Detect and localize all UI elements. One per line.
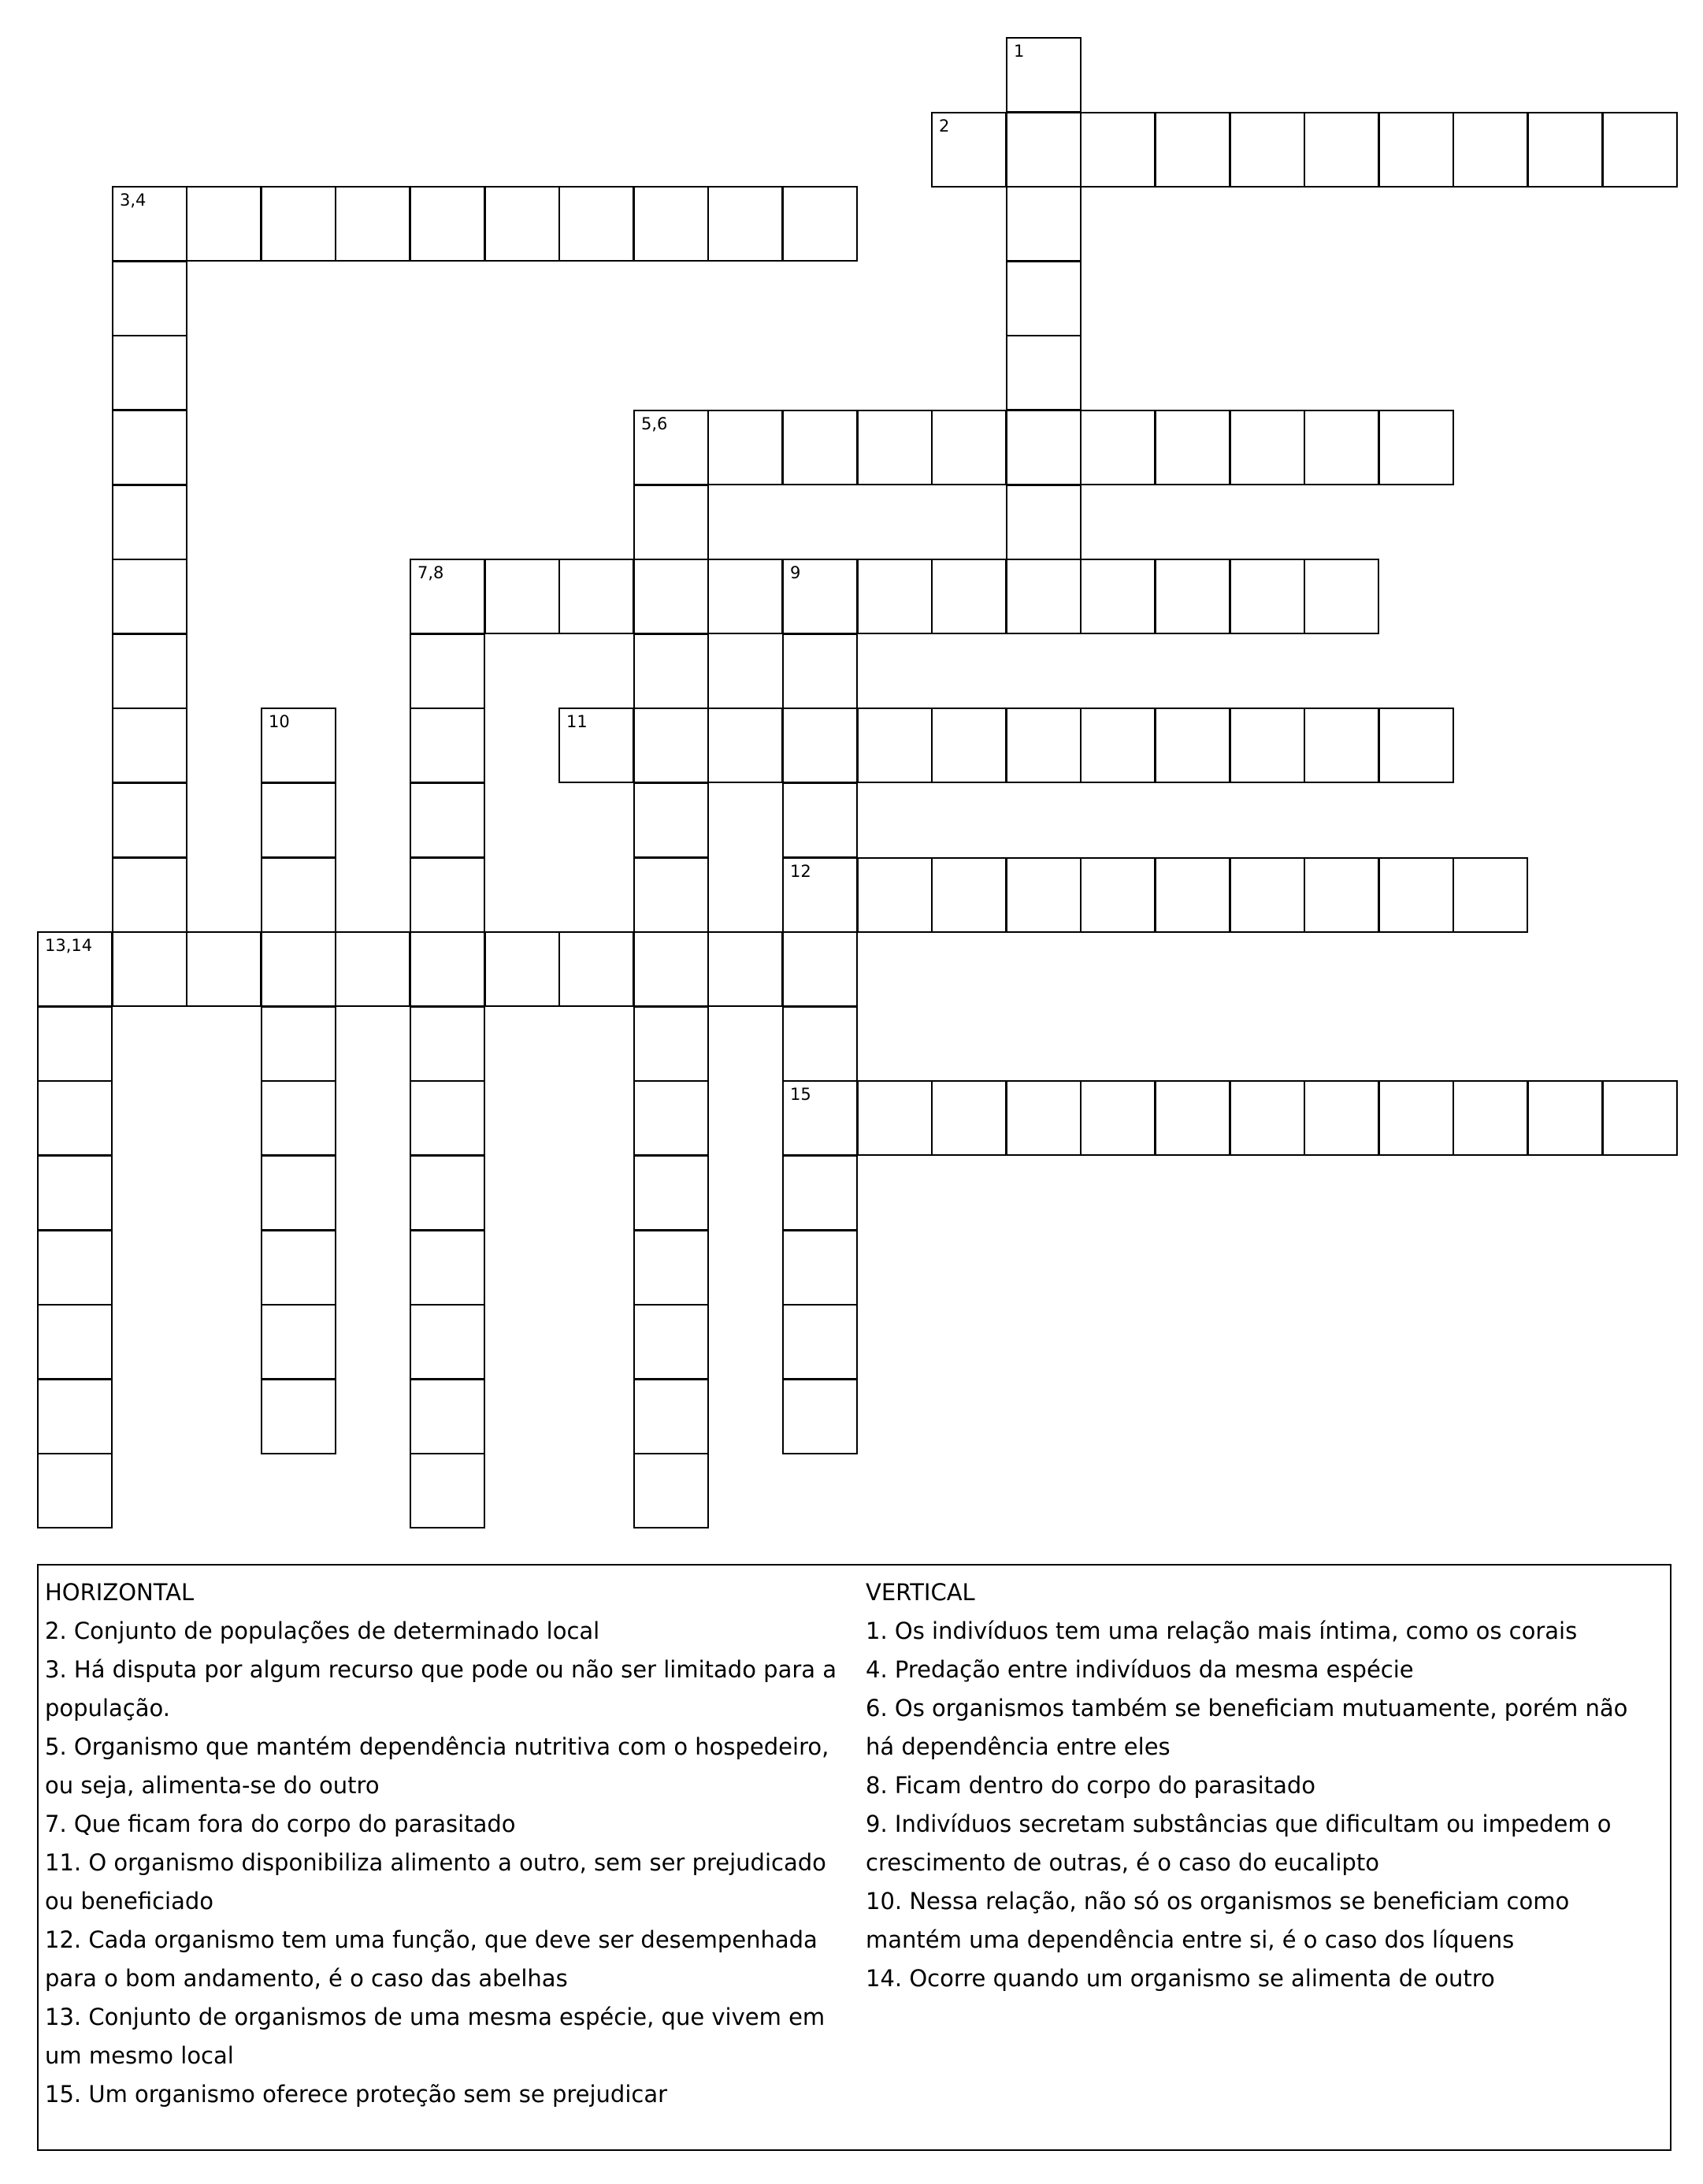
grid-cell[interactable] [782, 1006, 858, 1082]
grid-cell[interactable] [1006, 559, 1082, 634]
grid-cell[interactable] [1080, 112, 1156, 188]
clue-v-9: 9. Indivíduos secretam substâncias que dificultam ou impedem o crescimento de outras, é o caso do eucalipto [866, 1811, 1612, 1876]
clue-number: 11 [566, 712, 588, 731]
grid-cell[interactable] [558, 931, 634, 1007]
grid-cell[interactable] [931, 559, 1007, 634]
clue-number: 15 [790, 1085, 811, 1104]
grid-cell[interactable] [1080, 1080, 1156, 1156]
clue-number: 12 [790, 862, 811, 881]
grid-cell[interactable] [112, 931, 187, 1007]
grid-cell[interactable] [1378, 1080, 1454, 1156]
grid-cell[interactable] [484, 186, 560, 262]
grid-cell[interactable] [410, 1155, 485, 1231]
grid-cell[interactable] [931, 410, 1007, 485]
grid-cell[interactable] [186, 931, 262, 1007]
grid-cell[interactable] [1453, 1080, 1528, 1156]
grid-cell[interactable] [1080, 410, 1156, 485]
grid-cell[interactable] [410, 1453, 485, 1528]
clue-number: 5,6 [641, 414, 668, 433]
grid-cell[interactable] [1527, 112, 1603, 188]
grid-cell[interactable] [633, 1155, 709, 1231]
clue-h-13: 13. Conjunto de organismos de uma mesma espécie, que vivem em um mesmo local [45, 2004, 826, 2069]
grid-cell[interactable] [261, 1080, 336, 1156]
grid-cell[interactable] [782, 633, 858, 709]
grid-cell[interactable] [782, 186, 858, 262]
grid-cell[interactable] [410, 1379, 485, 1454]
grid-cell[interactable] [1453, 857, 1528, 933]
grid-cell[interactable] [1304, 857, 1379, 933]
grid-cell[interactable] [782, 857, 858, 933]
grid-cell[interactable] [410, 633, 485, 709]
horizontal-clues [45, 1573, 856, 2114]
grid-cell[interactable] [782, 1230, 858, 1306]
grid-cell[interactable] [37, 1453, 113, 1528]
grid-cell[interactable] [37, 1379, 113, 1454]
clue-v-8: 8. Ficam dentro do corpo do parasitado [866, 1772, 1315, 1799]
grid-cell[interactable] [707, 186, 783, 262]
grid-cell[interactable] [633, 559, 709, 634]
grid-cell[interactable] [484, 931, 560, 1007]
grid-cell[interactable] [37, 1230, 113, 1306]
clue-number: 10 [269, 712, 290, 731]
grid-cell[interactable] [1155, 857, 1230, 933]
clue-h-2: 2. Conjunto de populações de determinado local [45, 1618, 600, 1644]
clue-v-14: 14. Ocorre quando um organismo se alimenta de outro [866, 1965, 1495, 1992]
grid-cell[interactable] [37, 1155, 113, 1231]
grid-cell[interactable] [782, 1379, 858, 1454]
grid-cell[interactable] [558, 559, 634, 634]
grid-cell[interactable] [1006, 857, 1082, 933]
grid-cell[interactable] [37, 1006, 113, 1082]
grid-cell[interactable] [261, 708, 336, 783]
grid-cell[interactable] [633, 1006, 709, 1082]
grid-cell[interactable] [1155, 708, 1230, 783]
grid-cell[interactable] [782, 708, 858, 783]
grid-cell[interactable] [1378, 112, 1454, 188]
grid-cell[interactable] [410, 857, 485, 933]
grid-cell[interactable] [857, 857, 933, 933]
grid-cell[interactable] [1006, 112, 1082, 188]
grid-cell[interactable] [261, 857, 336, 933]
clue-v-1: 1. Os indivíduos tem uma relação mais íntima, como os corais [866, 1618, 1578, 1644]
grid-cell[interactable] [857, 1080, 933, 1156]
grid-cell[interactable] [112, 633, 187, 709]
clue-number: 13,14 [45, 936, 93, 955]
grid-cell[interactable] [1230, 708, 1305, 783]
grid-cell[interactable] [261, 1304, 336, 1380]
grid-cell[interactable] [1230, 112, 1305, 188]
grid-cell[interactable] [857, 559, 933, 634]
clue-number: 7,8 [417, 563, 444, 582]
grid-cell[interactable] [633, 1304, 709, 1380]
clue-h-11: 11. O organismo disponibiliza alimento a outro, sem ser prejudicado ou beneficiado [45, 1849, 826, 1915]
grid-cell[interactable] [261, 1155, 336, 1231]
grid-cell[interactable] [410, 708, 485, 783]
clue-number: 1 [1014, 42, 1025, 61]
clue-v-10: 10. Nessa relação, não só os organismos se beneficiam como mantém uma dependência entre si, é o caso dos líquens [866, 1888, 1570, 1953]
grid-cell[interactable] [931, 708, 1007, 783]
grid-cell[interactable] [1080, 857, 1156, 933]
grid-cell[interactable] [1230, 1080, 1305, 1156]
clue-h-12: 12. Cada organismo tem uma função, que deve ser desempenhada para o bom andamento, é o caso das abelhas [45, 1926, 818, 1992]
grid-cell[interactable] [112, 857, 187, 933]
grid-cell[interactable] [261, 931, 336, 1007]
grid-cell[interactable] [782, 931, 858, 1007]
grid-cell[interactable] [112, 782, 187, 858]
grid-cell[interactable] [931, 857, 1007, 933]
grid-cell[interactable] [1527, 1080, 1603, 1156]
grid-cell[interactable] [261, 782, 336, 858]
grid-cell[interactable] [186, 186, 262, 262]
grid-cell[interactable] [261, 1006, 336, 1082]
grid-cell[interactable] [1006, 410, 1082, 485]
grid-cell[interactable] [633, 708, 709, 783]
grid-cell[interactable] [633, 931, 709, 1007]
grid-cell[interactable] [1304, 112, 1379, 188]
grid-cell[interactable] [1006, 261, 1082, 336]
clue-v-4: 4. Predação entre indivíduos da mesma espécie [866, 1656, 1414, 1683]
grid-cell[interactable] [931, 112, 1007, 188]
grid-cell[interactable] [1304, 708, 1379, 783]
clue-number: 9 [790, 563, 801, 582]
grid-cell[interactable] [633, 1080, 709, 1156]
grid-cell[interactable] [782, 782, 858, 858]
grid-cell[interactable] [37, 1080, 113, 1156]
grid-cell[interactable] [1304, 410, 1379, 485]
grid-cell[interactable] [1230, 857, 1305, 933]
grid-cell[interactable] [112, 410, 187, 485]
grid-cell[interactable] [782, 1304, 858, 1380]
grid-cell[interactable] [707, 931, 783, 1007]
grid-cell[interactable] [112, 261, 187, 336]
grid-cell[interactable] [410, 782, 485, 858]
grid-cell[interactable] [1304, 559, 1379, 634]
grid-cell[interactable] [261, 1230, 336, 1306]
grid-cell[interactable] [37, 931, 113, 1007]
horizontal-heading: HORIZONTAL [45, 1579, 195, 1606]
grid-cell[interactable] [633, 1379, 709, 1454]
grid-cell[interactable] [1080, 559, 1156, 634]
clue-v-6: 6. Os organismos também se beneficiam mutuamente, porém não há dependência entre eles [866, 1695, 1628, 1760]
grid-cell[interactable] [1006, 1080, 1082, 1156]
grid-cell[interactable] [782, 1080, 858, 1156]
grid-cell[interactable] [1155, 410, 1230, 485]
vertical-clues [866, 1573, 1661, 1998]
grid-cell[interactable] [410, 186, 485, 262]
grid-cell[interactable] [1006, 335, 1082, 410]
grid-cell[interactable] [633, 1453, 709, 1528]
grid-cell[interactable] [707, 559, 783, 634]
grid-cell[interactable] [558, 186, 634, 262]
grid-cell[interactable] [1155, 1080, 1230, 1156]
grid-cell[interactable] [335, 186, 410, 262]
grid-cell[interactable] [1230, 410, 1305, 485]
grid-cell[interactable] [633, 485, 709, 560]
grid-cell[interactable] [633, 782, 709, 858]
grid-cell[interactable] [1304, 1080, 1379, 1156]
grid-cell[interactable] [261, 1379, 336, 1454]
grid-cell[interactable] [112, 485, 187, 560]
grid-cell[interactable] [857, 708, 933, 783]
clues-box [37, 1564, 1671, 2151]
grid-cell[interactable] [707, 708, 783, 783]
grid-cell[interactable] [1453, 112, 1528, 188]
grid-cell[interactable] [1602, 1080, 1678, 1156]
grid-cell[interactable] [410, 1080, 485, 1156]
vertical-heading: VERTICAL [866, 1579, 975, 1606]
clue-h-3: 3. Há disputa por algum recurso que pode ou não ser limitado para a população. [45, 1656, 837, 1722]
grid-cell[interactable] [633, 186, 709, 262]
grid-cell[interactable] [112, 708, 187, 783]
grid-cell[interactable] [112, 186, 187, 262]
grid-cell[interactable] [1155, 559, 1230, 634]
grid-cell[interactable] [633, 410, 709, 485]
grid-cell[interactable] [112, 335, 187, 410]
grid-cell[interactable] [1378, 410, 1454, 485]
grid-cell[interactable] [633, 633, 709, 709]
grid-cell[interactable] [633, 857, 709, 933]
grid-cell[interactable] [1155, 112, 1230, 188]
grid-cell[interactable] [707, 410, 783, 485]
clue-h-7: 7. Que ficam fora do corpo do parasitado [45, 1811, 516, 1837]
grid-cell[interactable] [410, 1304, 485, 1380]
grid-cell[interactable] [410, 559, 485, 634]
grid-cell[interactable] [558, 708, 634, 783]
grid-cell[interactable] [633, 1230, 709, 1306]
grid-cell[interactable] [112, 559, 187, 634]
grid-cell[interactable] [37, 1304, 113, 1380]
grid-cell[interactable] [1378, 857, 1454, 933]
grid-cell[interactable] [782, 1155, 858, 1231]
clue-number: 2 [939, 117, 950, 136]
clue-number: 3,4 [120, 191, 147, 210]
grid-cell[interactable] [1378, 708, 1454, 783]
grid-cell[interactable] [261, 186, 336, 262]
grid-cell[interactable] [484, 559, 560, 634]
grid-cell[interactable] [1602, 112, 1678, 188]
grid-cell[interactable] [1080, 708, 1156, 783]
grid-cell[interactable] [410, 1006, 485, 1082]
grid-cell[interactable] [1006, 485, 1082, 560]
grid-cell[interactable] [782, 559, 858, 634]
grid-cell[interactable] [1006, 37, 1082, 113]
grid-cell[interactable] [782, 410, 858, 485]
grid-cell[interactable] [410, 931, 485, 1007]
clue-h-15: 15. Um organismo oferece proteção sem se prejudicar [45, 2081, 668, 2108]
grid-cell[interactable] [410, 1230, 485, 1306]
grid-cell[interactable] [1006, 708, 1082, 783]
grid-cell[interactable] [335, 931, 410, 1007]
grid-cell[interactable] [931, 1080, 1007, 1156]
grid-cell[interactable] [1230, 559, 1305, 634]
clue-h-5: 5. Organismo que mantém dependência nutritiva com o hospedeiro, ou seja, alimenta-se do outro [45, 1733, 829, 1799]
grid-cell[interactable] [857, 410, 933, 485]
grid-cell[interactable] [1006, 186, 1082, 262]
